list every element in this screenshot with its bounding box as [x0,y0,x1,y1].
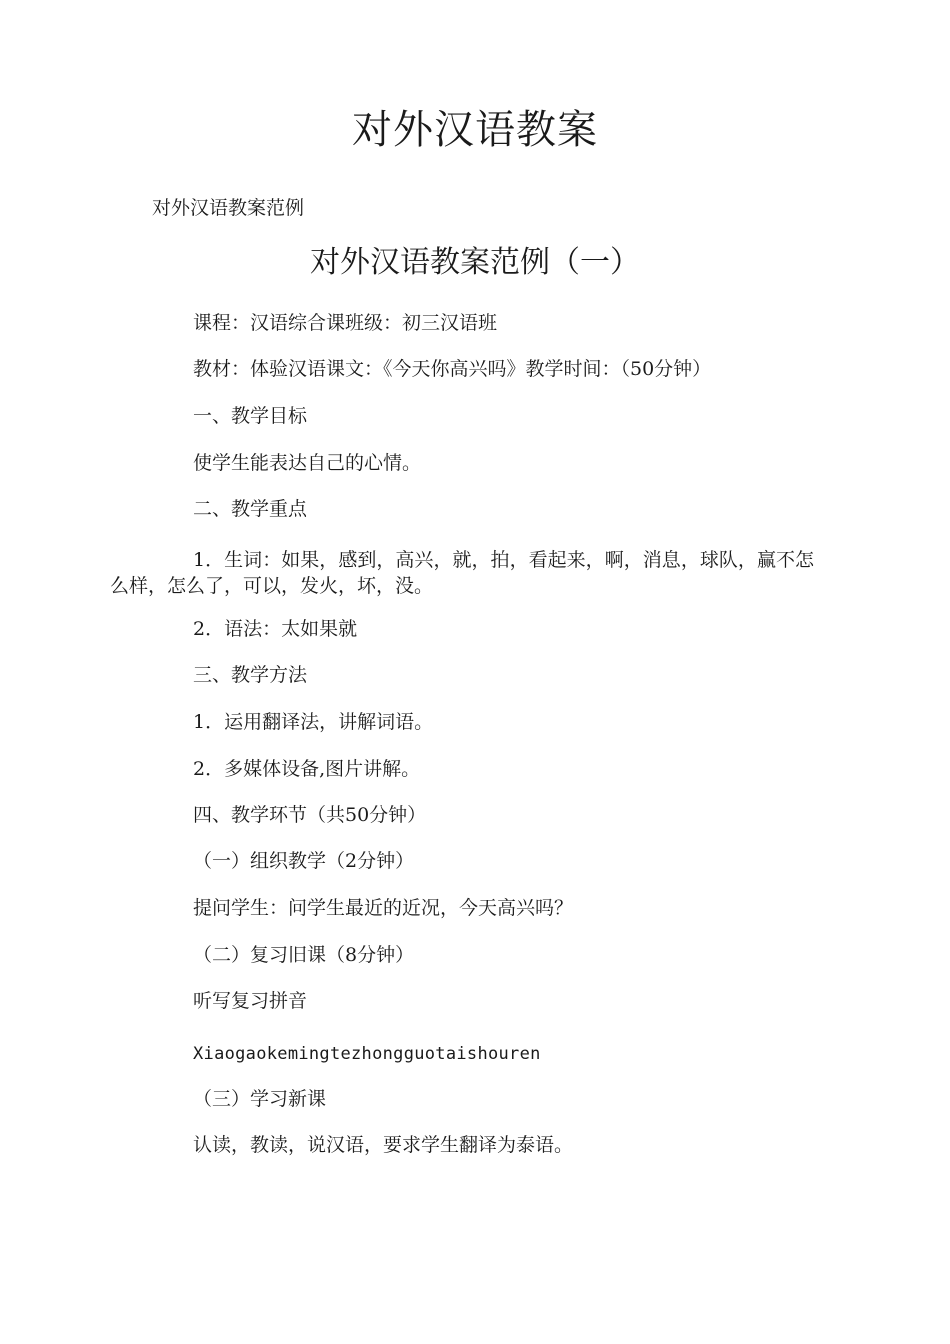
pinyin-line: Xiaogaokemingtezhongguotaishouren [193,1044,541,1064]
step-text-3: 认读，教读，说汉语，要求学生翻译为泰语。 [193,1134,574,1156]
intro-line: 对外汉语教案范例 [152,197,305,219]
vocab-paragraph: 1．生词：如果，感到，高兴，就，拍，看起来，啊，消息，球队，赢不怎么样，怎么了，可以，发火，坏，没。 [110,549,814,597]
step-text-2: 听写复习拼音 [193,990,308,1012]
document-title: 对外汉语教案 [352,107,598,153]
step-heading-2: （二）复习旧课（8分钟） [193,944,415,966]
section-heading-focus: 二、教学重点 [193,498,308,520]
section-heading-methods: 三、教学方法 [193,664,308,686]
section-heading-steps: 四、教学环节（共50分钟） [193,804,427,826]
section-heading-goals: 一、教学目标 [193,405,308,427]
step-text-1: 提问学生：问学生最近的近况，今天高兴吗？ [193,897,574,919]
method-item-1: 1．运用翻译法，讲解词语。 [193,711,434,733]
step-heading-1: （一）组织教学（2分钟） [193,850,415,872]
course-info-line: 课程：汉语综合课班级：初三汉语班 [193,312,498,334]
goal-text: 使学生能表达自己的心情。 [193,452,422,474]
grammar-line: 2．语法：太如果就 [193,618,358,640]
document-subtitle: 对外汉语教案范例（一） [310,245,640,280]
textbook-info-line: 教材：体验汉语课文：《今天你高兴吗》教学时间：（50分钟） [193,358,712,380]
step-heading-3: （三）学习新课 [193,1088,327,1110]
method-item-2: 2．多媒体设备,图片讲解。 [193,758,421,780]
